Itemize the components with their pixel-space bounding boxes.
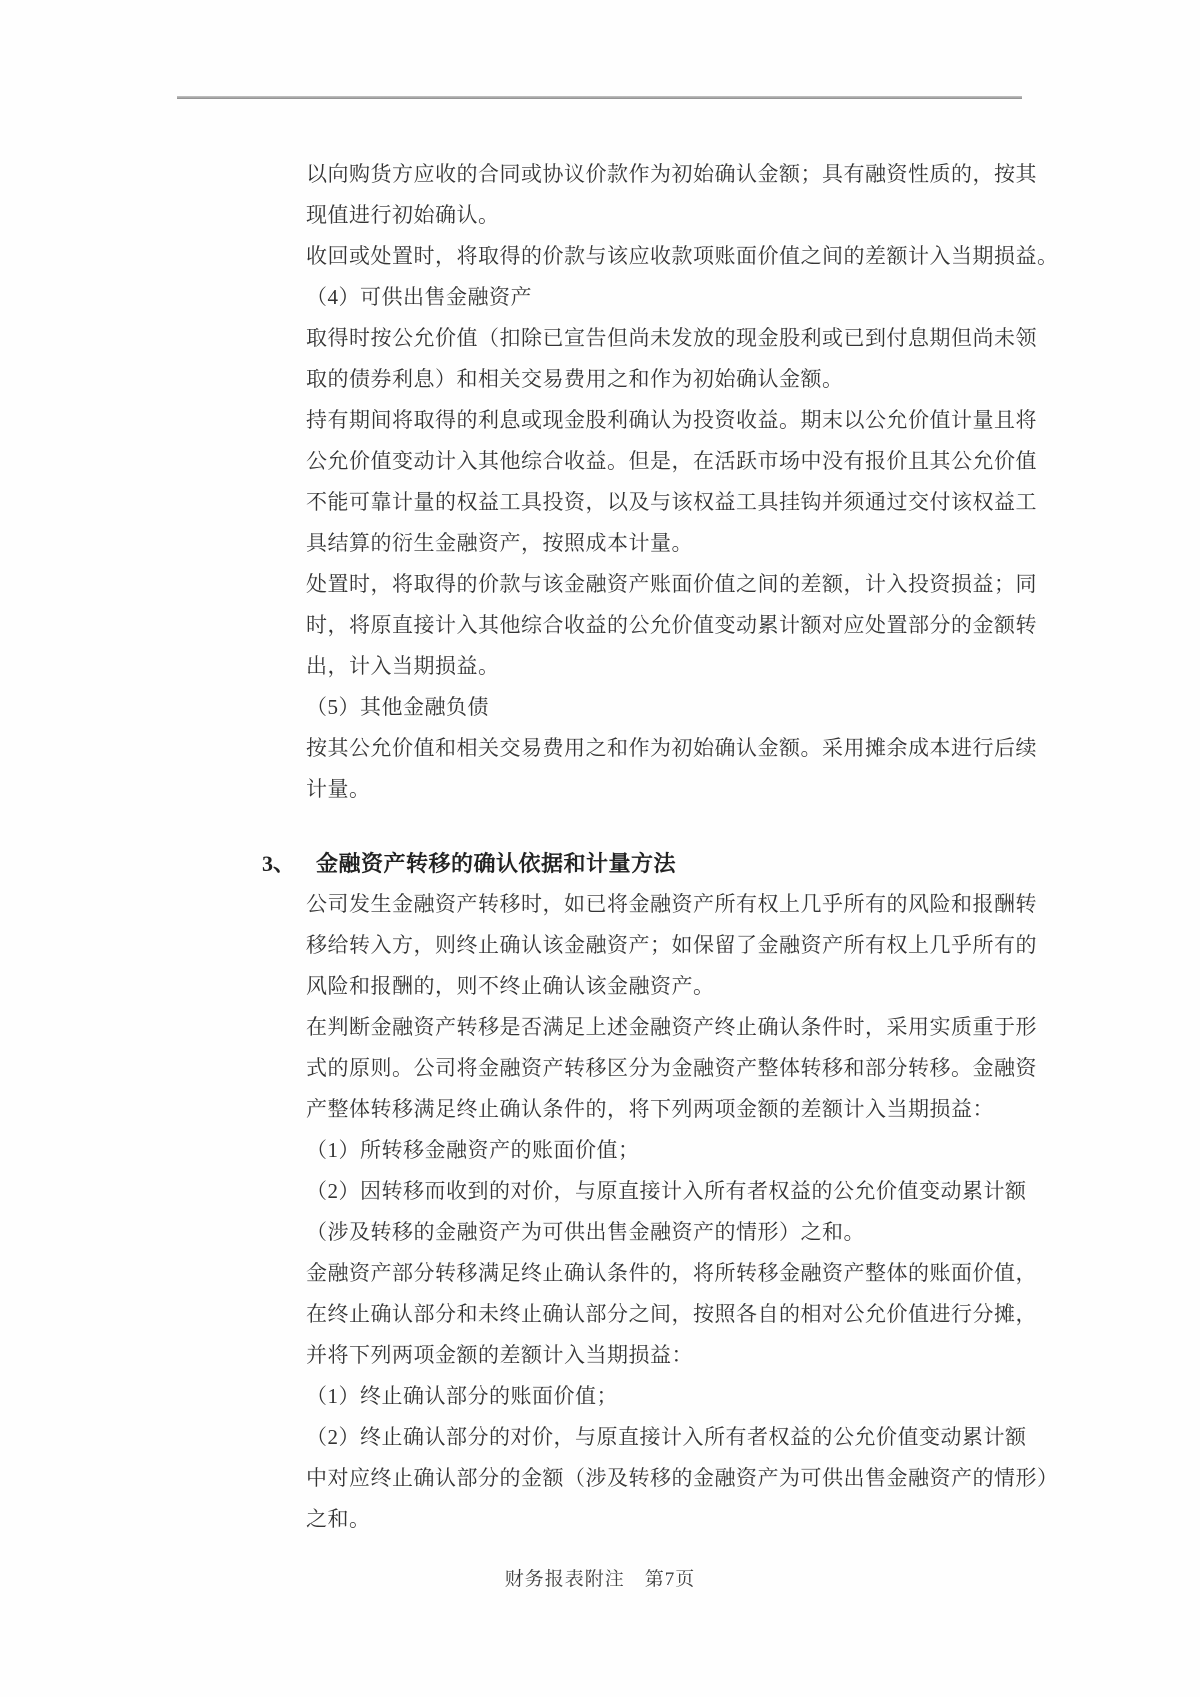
text-line: 取得时按公允价值（扣除已宣告但尚未发放的现金股利或已到付息期但尚未领: [306, 326, 1037, 350]
text-line: 之和。: [306, 1507, 371, 1531]
text-line: 风险和报酬的，则不终止确认该金融资产。: [306, 974, 715, 998]
text-line: （5）其他金融负债: [306, 695, 489, 719]
text-line: （2）终止确认部分的对价，与原直接计入所有者权益的公允价值变动累计额: [306, 1425, 1027, 1449]
text-line: 中对应终止确认部分的金额（涉及转移的金融资产为可供出售金融资产的情形）: [306, 1466, 1059, 1490]
text-line: （涉及转移的金融资产为可供出售金融资产的情形）之和。: [306, 1220, 865, 1244]
text-line: 以向购货方应收的合同或协议价款作为初始确认金额；具有融资性质的，按其: [306, 162, 1037, 186]
text-line: 公司发生金融资产转移时，如已将金融资产所有权上几乎所有的风险和报酬转: [306, 892, 1037, 916]
text-line: 收回或处置时，将取得的价款与该应收款项账面价值之间的差额计入当期损益。: [306, 244, 1059, 268]
text-line: 公允价值变动计入其他综合收益。但是，在活跃市场中没有报价且其公允价值: [306, 449, 1037, 473]
text-line: 现值进行初始确认。: [306, 203, 500, 227]
paragraph-block-2: [306, 884, 1059, 1540]
text-line: 处置时，将取得的价款与该金融资产账面价值之间的差额，计入投资损益；同: [306, 572, 1037, 596]
text-line: 持有期间将取得的利息或现金股利确认为投资收益。期末以公允价值计量且将: [306, 408, 1037, 432]
header-rule: [177, 96, 1022, 99]
text-line: （2）因转移而收到的对价，与原直接计入所有者权益的公允价值变动累计额: [306, 1179, 1027, 1203]
text-line: 不能可靠计量的权益工具投资，以及与该权益工具挂钩并须通过交付该权益工: [306, 490, 1037, 514]
section-number: 3、: [262, 851, 296, 876]
text-line: （4）可供出售金融资产: [306, 285, 532, 309]
text-line: 在判断金融资产转移是否满足上述金融资产终止确认条件时，采用实质重于形: [306, 1015, 1037, 1039]
text-line: 取的债券利息）和相关交易费用之和作为初始确认金额。: [306, 367, 844, 391]
body-text: [262, 154, 1059, 1540]
text-line: 时，将原直接计入其他综合收益的公允价值变动累计额对应处置部分的金额转: [306, 613, 1037, 637]
paragraph-block-1: [306, 154, 1059, 810]
text-line: 具结算的衍生金融资产，按照成本计量。: [306, 531, 693, 555]
text-line: 计量。: [306, 777, 371, 801]
section-heading: [262, 843, 1046, 884]
text-line: 在终止确认部分和未终止确认部分之间，按照各自的相对公允价值进行分摊，: [306, 1302, 1037, 1326]
text-line: 金融资产部分转移满足终止确认条件的，将所转移金融资产整体的账面价值，: [306, 1261, 1037, 1285]
text-line: 并将下列两项金额的差额计入当期损益：: [306, 1343, 693, 1367]
text-line: 出，计入当期损益。: [306, 654, 500, 678]
text-line: 移给转入方，则终止确认该金融资产；如保留了金融资产所有权上几乎所有的: [306, 933, 1037, 957]
text-line: 产整体转移满足终止确认条件的，将下列两项金额的差额计入当期损益：: [306, 1097, 994, 1121]
text-line: 按其公允价值和相关交易费用之和作为初始确认金额。采用摊余成本进行后续: [306, 736, 1037, 760]
text-line: （1）终止确认部分的账面价值；: [306, 1384, 618, 1408]
page-footer: 财务报表附注 第7页: [504, 1569, 696, 1590]
section-title: 金融资产转移的确认依据和计量方法: [316, 851, 677, 876]
text-line: （1）所转移金融资产的账面价值；: [306, 1138, 640, 1162]
text-line: 式的原则。公司将金融资产转移区分为金融资产整体转移和部分转移。金融资: [306, 1056, 1037, 1080]
